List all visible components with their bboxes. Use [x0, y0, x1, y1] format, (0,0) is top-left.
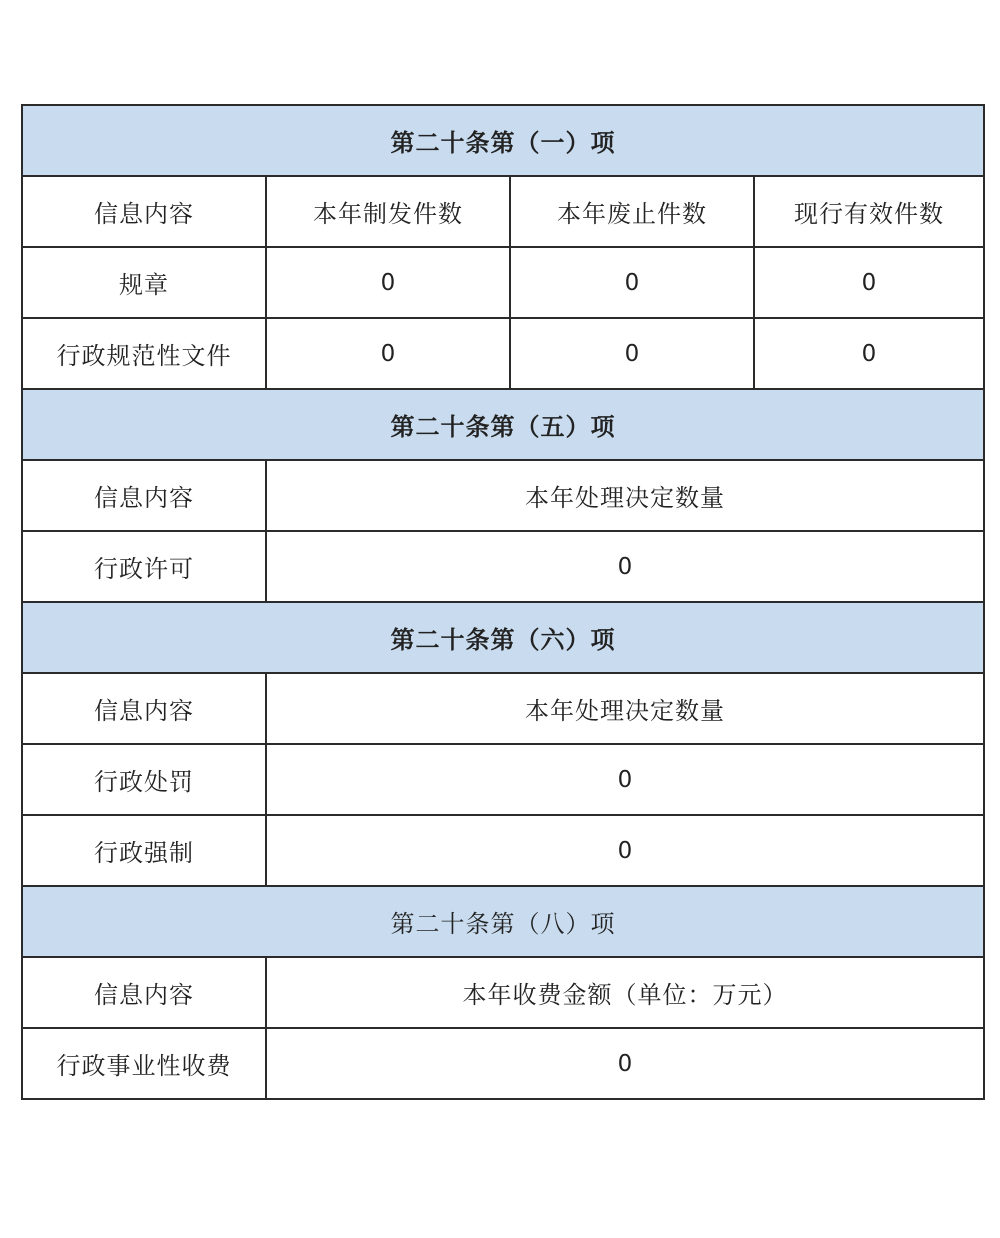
cell-value: 0	[266, 531, 984, 602]
cell-value: 0	[266, 247, 510, 318]
section-title: 第二十条第（五）项	[22, 389, 984, 460]
statistics-table	[21, 104, 985, 1100]
column-header: 信息内容	[22, 673, 266, 744]
cell-value: 0	[754, 247, 984, 318]
cell-value: 0	[510, 247, 754, 318]
column-header: 本年处理决定数量	[266, 673, 984, 744]
column-header: 本年处理决定数量	[266, 460, 984, 531]
cell-value: 0	[266, 744, 984, 815]
column-header: 本年废止件数	[510, 176, 754, 247]
column-header-row	[22, 460, 984, 531]
table-row	[22, 744, 984, 815]
row-label: 行政事业性收费	[22, 1028, 266, 1099]
table-row	[22, 531, 984, 602]
section-header-row	[22, 886, 984, 957]
column-header: 现行有效件数	[754, 176, 984, 247]
row-label: 行政许可	[22, 531, 266, 602]
cell-value: 0	[266, 815, 984, 886]
section-title: 第二十条第（一）项	[22, 105, 984, 176]
column-header: 信息内容	[22, 460, 266, 531]
column-header-row	[22, 176, 984, 247]
column-header: 信息内容	[22, 176, 266, 247]
row-label: 规章	[22, 247, 266, 318]
cell-value: 0	[754, 318, 984, 389]
row-label: 行政处罚	[22, 744, 266, 815]
section-title: 第二十条第（八）项	[22, 886, 984, 957]
column-header-row	[22, 957, 984, 1028]
table-row	[22, 247, 984, 318]
column-header: 信息内容	[22, 957, 266, 1028]
row-label: 行政规范性文件	[22, 318, 266, 389]
section-header-row	[22, 105, 984, 176]
table-row	[22, 318, 984, 389]
cell-value: 0	[266, 1028, 984, 1099]
table-row	[22, 1028, 984, 1099]
cell-value: 0	[266, 318, 510, 389]
table-row	[22, 815, 984, 886]
column-header: 本年收费金额（单位：万元）	[266, 957, 984, 1028]
column-header: 本年制发件数	[266, 176, 510, 247]
section-header-row	[22, 389, 984, 460]
cell-value: 0	[510, 318, 754, 389]
section-title: 第二十条第（六）项	[22, 602, 984, 673]
section-header-row	[22, 602, 984, 673]
row-label: 行政强制	[22, 815, 266, 886]
column-header-row	[22, 673, 984, 744]
